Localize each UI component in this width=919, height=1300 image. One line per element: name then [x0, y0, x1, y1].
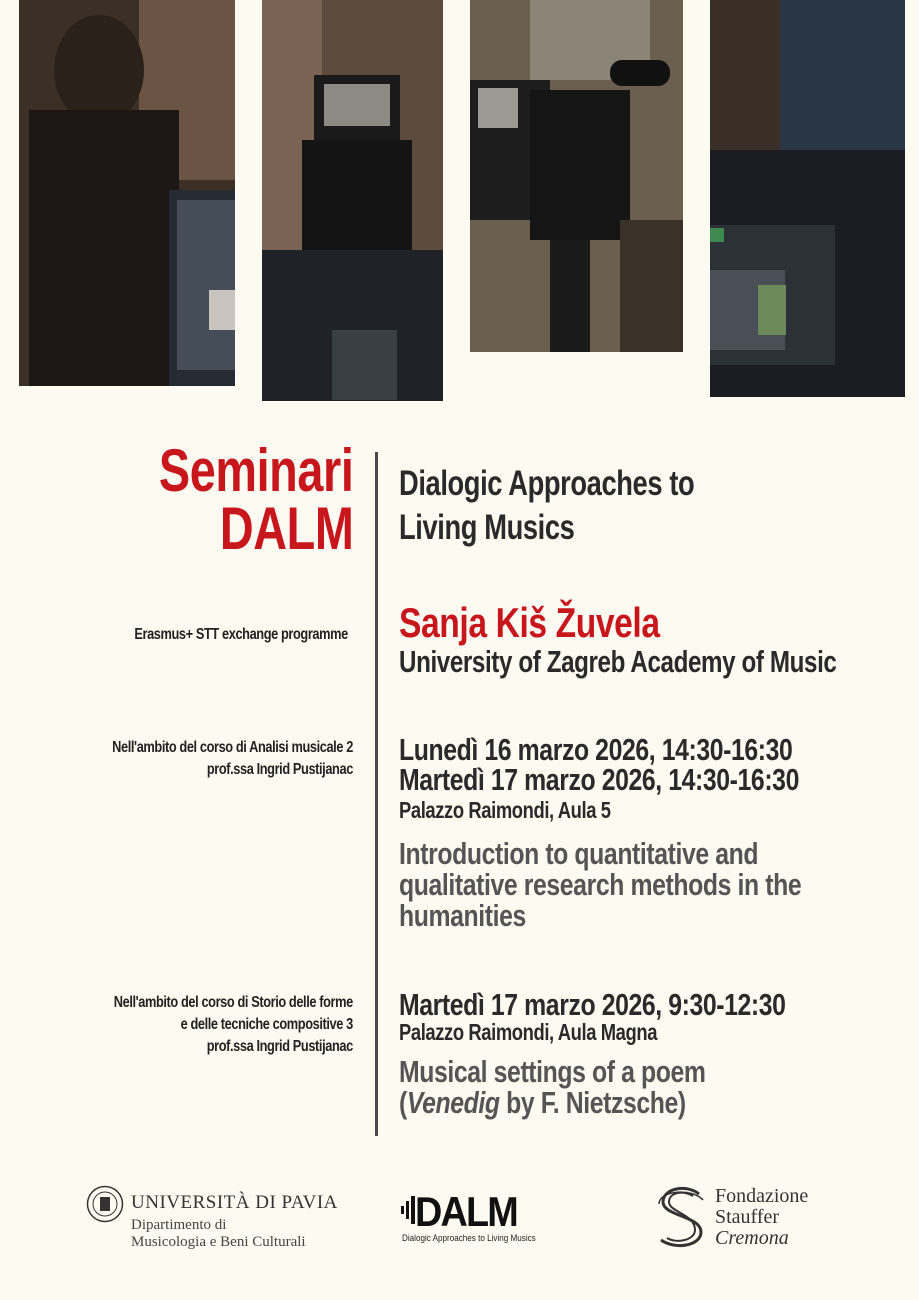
session1-place: Palazzo Raimondi, Aula 5	[399, 797, 611, 823]
stauffer-logo	[657, 1186, 837, 1252]
stauffer-line2: Stauffer	[715, 1206, 780, 1228]
session2-course-cont: e delle tecniche compositive 3	[180, 1016, 353, 1033]
pavia-seal-icon	[86, 1185, 124, 1223]
session1-title-line1: Introduction to quantitative and	[399, 836, 759, 871]
session1-title-line2: qualitative research methods in the	[399, 867, 802, 902]
audience-with-laptop-photo	[19, 0, 235, 386]
session1-title	[399, 838, 801, 931]
dalm-name: DALM	[415, 1188, 517, 1235]
session2-place: Palazzo Raimondi, Aula Magna	[399, 1019, 658, 1045]
pavia-logo	[86, 1185, 336, 1255]
vertical-divider	[375, 452, 378, 1136]
programme-label: Erasmus+ STT exchange programme	[134, 626, 348, 643]
session1-context	[112, 737, 353, 781]
session1-date1: Lunedì 16 marzo 2026, 14:30-16:30	[399, 732, 793, 767]
stauffer-line1: Fondazione	[715, 1185, 809, 1207]
session2-title	[399, 1056, 706, 1118]
session2-title-line1: Musical settings of a poem	[399, 1054, 706, 1089]
pavia-dept-line1: Dipartimento di	[131, 1217, 227, 1233]
session2-title-italic: Venedig	[406, 1085, 500, 1120]
session2-title-line2	[399, 1087, 706, 1118]
dalm-tagline: Dialogic Approaches to Living Musics	[402, 1233, 536, 1243]
seminar-subtitle	[399, 462, 694, 550]
pavia-department	[131, 1217, 306, 1251]
video-camera-photo	[470, 0, 683, 352]
dalm-logo	[401, 1188, 551, 1248]
seminar-title-line1: Seminari	[158, 437, 353, 504]
session2-professor: prof.ssa Ingrid Pustijanac	[206, 1038, 353, 1055]
stauffer-line3: Cremona	[715, 1227, 789, 1249]
session2-course: Nell'ambito del corso di Storio delle forme	[113, 994, 353, 1011]
session2-title-open: (	[399, 1085, 407, 1120]
session1-date2: Martedì 17 marzo 2026, 14:30-16:30	[399, 762, 799, 797]
session1-professor: prof.ssa Ingrid Pustijanac	[206, 761, 353, 778]
subtitle-line1: Dialogic Approaches to	[399, 464, 695, 503]
speaker-affiliation: University of Zagreb Academy of Music	[399, 644, 837, 679]
subtitle-line2: Living Musics	[399, 508, 575, 547]
session1-title-line3: humanities	[399, 898, 526, 933]
seminar-title-line2: DALM	[219, 495, 353, 562]
session2-title-rest: by F. Nietzsche)	[499, 1085, 686, 1120]
speaker-name: Sanja Kiš Žuvela	[399, 599, 660, 646]
pavia-dept-line2: Musicologia e Beni Culturali	[131, 1234, 306, 1250]
pavia-name: UNIVERSITÀ DI PAVIA	[131, 1192, 338, 1213]
camera-monitor-photo	[262, 0, 443, 401]
stauffer-s-icon	[657, 1186, 707, 1248]
laptop-screen-photo	[710, 0, 905, 397]
session1-course: Nell'ambito del corso di Analisi musicale 2	[112, 739, 353, 756]
stauffer-text	[715, 1186, 808, 1249]
session2-date: Martedì 17 marzo 2026, 9:30-12:30	[399, 987, 786, 1022]
session2-context	[114, 992, 353, 1058]
seminar-title	[158, 437, 353, 562]
